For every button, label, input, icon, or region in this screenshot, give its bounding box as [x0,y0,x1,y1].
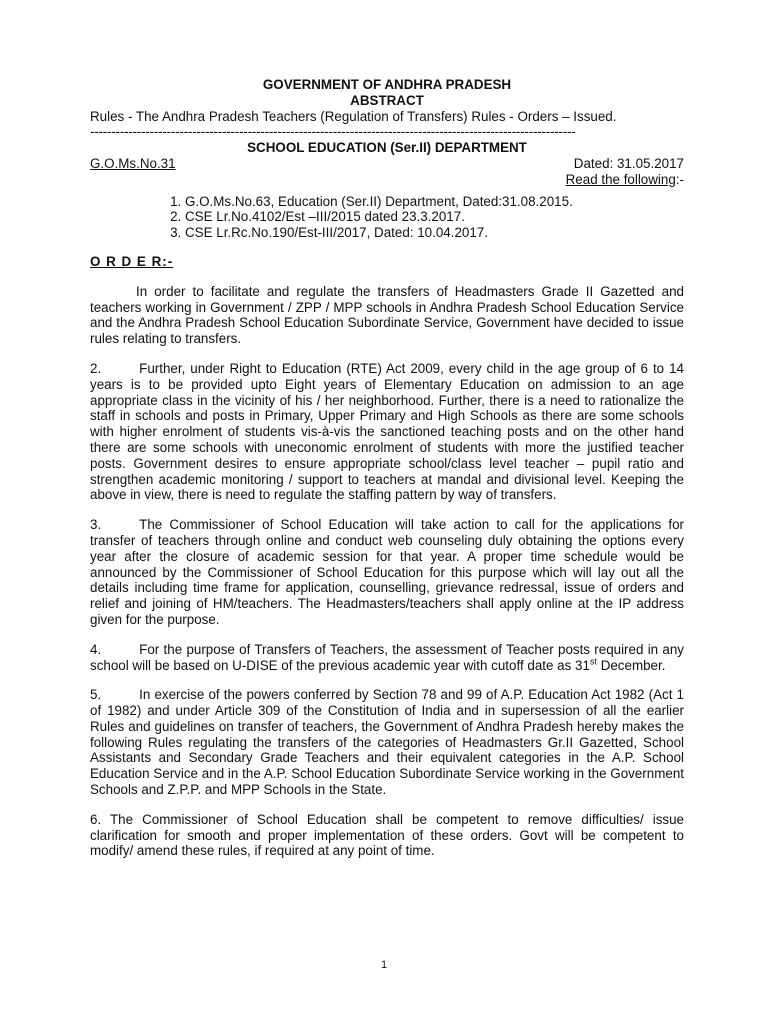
read-following-label: Read the following [565,171,676,187]
order-heading: O R D E R:- [90,253,174,269]
reference-item: 2. CSE Lr.No.4102/Est –III/2015 dated 23.3.2017. [185,209,684,225]
paragraph-6: 6. The Commissioner of School Education shall be competent to remove difficulties/ issue clarification for smooth and proper implementation of these orders. Govt will be competent to modify/ amend these rules, if required at any point of time. [90,811,684,859]
document-body [90,77,684,859]
go-row [90,156,684,172]
paragraph-3-number: 3. [90,517,102,533]
paragraph-1 [90,284,684,347]
read-following-suffix: :- [675,171,684,187]
reference-item: 3. CSE Lr.Rc.No.190/Est-III/2017, Dated: 10.04.2017. [185,225,684,241]
go-date: Dated: 31.05.2017 [573,155,684,171]
page-number: 1 [380,959,388,971]
paragraph-4 [90,642,684,674]
reference-item: 1. G.O.Ms.No.63, Education (Ser.II) Department, Dated:31.08.2015. [185,194,684,210]
government-heading: GOVERNMENT OF ANDHRA PRADESH [262,77,512,92]
paragraph-5 [90,687,684,798]
paragraph-5-number: 5. [90,687,102,703]
paragraph-4-number: 4. [90,641,102,657]
subject-line: Rules - The Andhra Pradesh Teachers (Regulation of Transfers) Rules - Orders – Issued. [90,108,617,124]
read-following [90,172,684,188]
paragraph-3 [90,517,684,628]
paragraph-5-text: In exercise of the powers conferred by Section 78 and 99 of A.P. Education Act 1982 (Act 1 of 1982) and under Article 309 of the Constitution of India and in supersession of all the earlier Rules and guidelines on transfer of teachers, the Government of Andhra Pradesh hereby makes the following Rules regulating the transfers of the categories of Headmasters Gr.II Gazetted, School Assistants and Secondary Grade Teachers and their equivalent categories in the A.P. School Education Service and in the A.P. School Education Subordinate Service working in the Government Schools and Z.P.P. and MPP Schools in the State. [90,687,684,798]
paragraph-4-superscript: st [589,656,597,667]
separator-line: ------------------------------------------------------------------------------------------------------------------ [90,124,576,140]
reference-list [90,194,684,241]
paragraph-2-text: Further, under Right to Education (RTE) Act 2009, every child in the age group of 6 to 14 years is to be provided upto Eight years of Elementary Education on admission to an age appropriate class in the vicinity of his / her neighborhood. Further, there is a need to rationalize the staff in schools and posts in Primary, Upper Primary and High Schools as there are some schools with higher enrolment of students vis-à-vis the sanctioned teaching posts and on the other hand there are some schools with uneconomic enrolment of students with more the justified teacher posts. Government desires to ensure appropriate school/class level teacher – pupil ratio and strengthen academic monitoring / support to teachers at mandal and divisional level. Keeping the above in view, there is need to regulate the staffing pattern by way of transfers. [90,360,684,503]
paragraph-2 [90,361,684,503]
paragraph-4-text: For the purpose of Transfers of Teachers, the assessment of Teacher posts required in any school will be based on U-DISE of the previous academic year with cutoff date as 31 [90,641,684,673]
paragraph-2-number: 2. [90,360,102,376]
paragraph-3-text: The Commissioner of School Education will take action to call for the applications for transfer of teachers through online and conduct web counseling duly obtaining the options every year after the closure of academic session for that year. A proper time schedule would be announced by the Commissioner of School Education for this purpose which will lay out all the details including time frame for application, counselling, grievance redressal, issue of orders and relief and joining of HM/teachers. The Headmasters/teachers shall apply online at the IP address given for the purpose. [90,517,684,627]
paragraph-4-end: December. [596,657,666,673]
abstract-heading: ABSTRACT [350,92,424,108]
go-number: G.O.Ms.No.31 [90,155,176,171]
paragraph-1-text: In order to facilitate and regulate the transfers of Headmasters Grade II Gazetted and teachers working in Government / ZPP / MPP schools in Andhra Pradesh School Education Service and the Andhra Pradesh School Education Subordinate Service, Government have decided to issue rules relating to transfers. [90,283,684,347]
department-heading: SCHOOL EDUCATION (Ser.II) DEPARTMENT [247,140,527,156]
